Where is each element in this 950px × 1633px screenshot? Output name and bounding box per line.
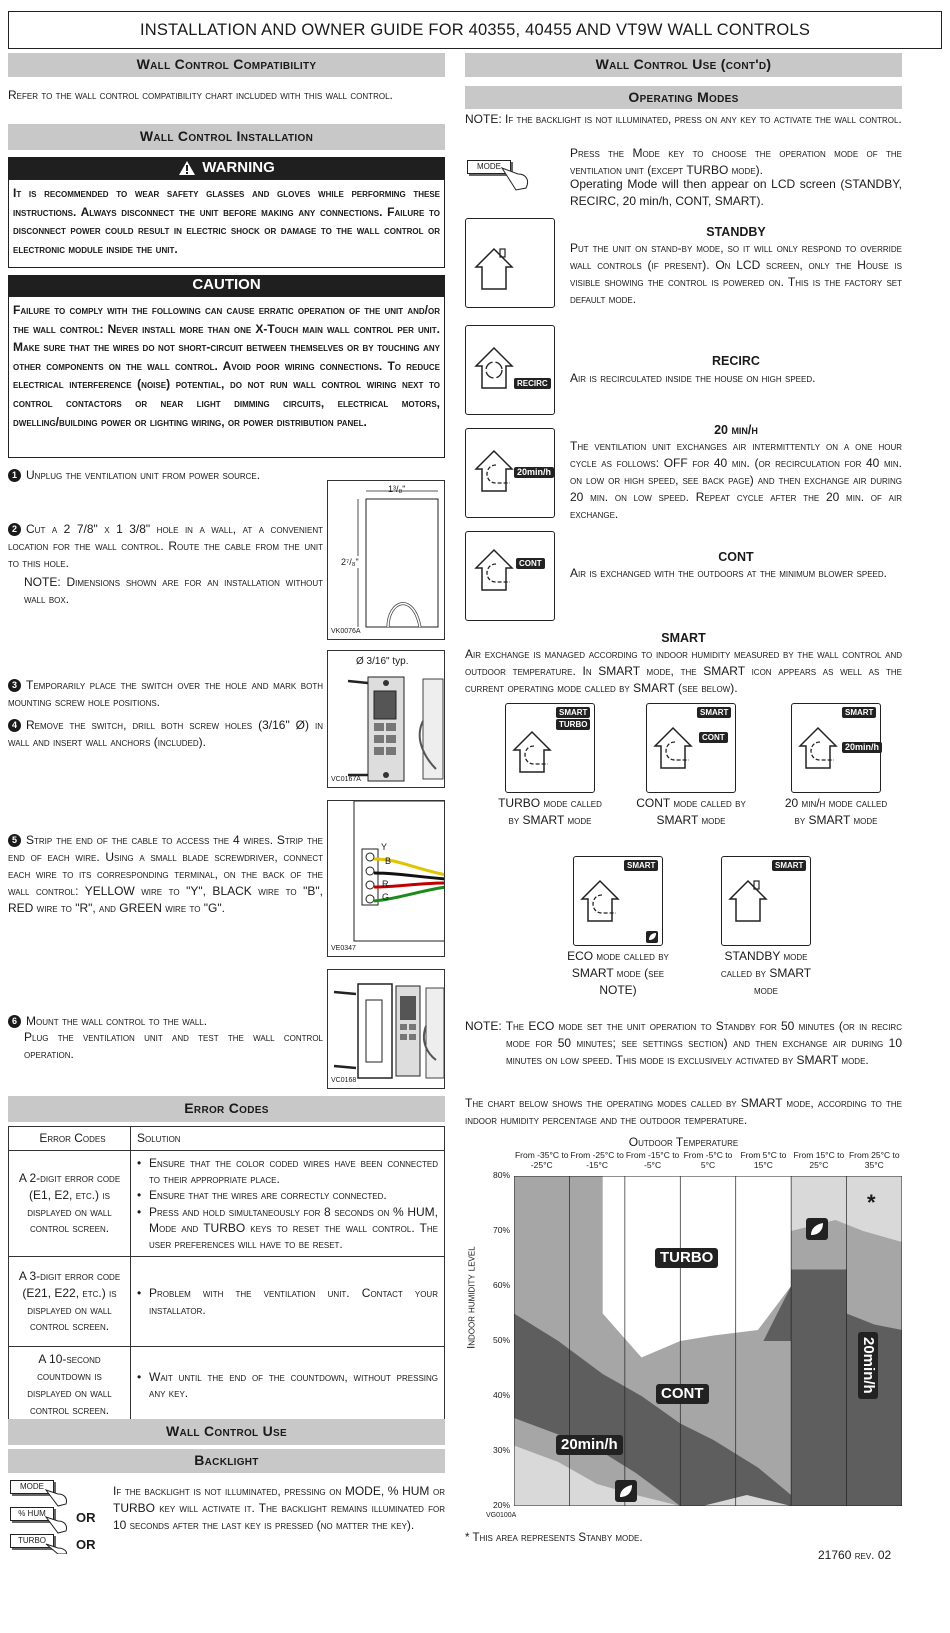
house-recirc-icon bbox=[466, 326, 556, 416]
figure-code: VE0347 bbox=[331, 945, 356, 953]
twenty-min-region-label: 20min/h bbox=[556, 1435, 623, 1455]
pointing-hand-icons bbox=[44, 1484, 74, 1554]
table-row bbox=[9, 1151, 445, 1257]
chart-y-tick-label: 20% bbox=[492, 1500, 510, 1510]
smart-turbo-panel bbox=[505, 703, 595, 793]
house-icon bbox=[466, 219, 556, 309]
smart-title: SMART bbox=[661, 631, 706, 645]
solution-item: • Wait until the end of the countdown, without pressing any key. bbox=[137, 1369, 438, 1401]
smart-badge: SMART bbox=[624, 860, 658, 871]
chart-category-label: From -25°C to -15°C bbox=[570, 1150, 624, 1170]
recirc-badge: RECIRC bbox=[514, 378, 551, 389]
solution-item: • Ensure that the wires are correctly connected. bbox=[137, 1187, 438, 1203]
figure-code: VK0076A bbox=[331, 628, 361, 636]
cutout-dimension-figure bbox=[327, 480, 445, 640]
eco-caption: ECO mode called by SMART mode (see NOTE) bbox=[567, 949, 669, 997]
cont-badge: CONT bbox=[516, 558, 545, 569]
caution-text: Failure to comply with the following can cause erratic operation of the unit and/or the wall control: Never install more than one X-Touch main wall control per unit. Make sure that the wires do not short-circuit between themselves or by touching any other components on the wall control. Avoid poor wiring connections. To reduce electrical interference (noise) potential, do not run wall control wiring next to control contactors or near light dimming circuits, electrical motors, dwelling/building power or lighting wiring, or power distribution panel. bbox=[8, 296, 445, 458]
error-codes-heading: Error Codes bbox=[8, 1096, 445, 1122]
document-title: INSTALLATION AND OWNER GUIDE FOR 40355, 40455 AND VT9W WALL CONTROLS bbox=[8, 11, 942, 49]
backlight-heading: Backlight bbox=[8, 1449, 445, 1473]
step-6: 6 Mount the wall control to the wall. bbox=[8, 1013, 323, 1030]
step-2-note: NOTE: Dimensions shown are for an installation without wall box. bbox=[24, 575, 323, 607]
compatibility-heading: Wall Control Compatibility bbox=[8, 53, 445, 77]
cont-text: Air is exchanged with the outdoors at the minimum blower speed. bbox=[570, 566, 887, 580]
turbo-caption: TURBO mode called by SMART mode bbox=[498, 796, 602, 827]
twenty-min-text: The ventilation unit exchanges air intermittently on a one hour cycle as follows: OFF for 40 min. (or recirculation for 40 min. on low or high speed, see back page) and then exchange air during 20 min. on low speed. Repeat cycle after the 20 min. of air exchange. bbox=[570, 439, 902, 522]
solution-item: • Press and hold simultaneously for 8 seconds on % HUM, Mode and TURBO keys to reset the wall control. The user preferences will have to be reset. bbox=[137, 1204, 438, 1253]
twenty-min-badge: 20min/h bbox=[514, 467, 554, 478]
smart-twenty-min-panel bbox=[791, 703, 881, 793]
mode-display-text: Operating Mode will then appear on LCD screen (STANDBY, RECIRC, 20 min/h, CONT, SMART). bbox=[570, 177, 902, 209]
turbo-badge: TURBO bbox=[556, 719, 590, 730]
warning-triangle-icon bbox=[178, 160, 196, 176]
compatibility-text: Refer to the wall control compatibility chart included with this wall control. bbox=[8, 88, 393, 102]
smart-badge: SMART bbox=[697, 707, 731, 718]
terminal-r-label: R bbox=[382, 879, 389, 889]
pointing-hand-icon bbox=[500, 164, 536, 192]
backlight-text: If the backlight is not illuminated, pressing on MODE, % HUM or TURBO key will activate it. The backlight remains illuminated for 10 seconds after the last key is pressed (no matter the key). bbox=[113, 1484, 445, 1533]
table-header-row bbox=[9, 1127, 445, 1151]
step-4: 4 Remove the switch, drill both screw holes (3/16" Ø) in wall and insert wall anchors (included). bbox=[8, 718, 323, 750]
step-1: 1 Unplug the ventilation unit from power source. bbox=[8, 467, 323, 484]
table-row bbox=[9, 1347, 445, 1423]
cont-region-label: CONT bbox=[656, 1384, 709, 1404]
standby-text: Put the unit on stand-by mode, so it will only respond to override wall controls (if present). On LCD screen, only the House is visible showing the control is powered on. This is the factory set default mode. bbox=[570, 241, 902, 307]
warning-title: WARNING bbox=[202, 158, 275, 176]
chart-y-tick-label: 70% bbox=[492, 1225, 510, 1235]
standby-asterisk: * bbox=[867, 1190, 876, 1215]
smart-text: Air exchange is managed according to indoor humidity measured by the wall control and outdoor temperature. In SMART mode, the SMART icon appears as well as the current operating mode called by SMART (see below). bbox=[465, 647, 902, 696]
backlight-note: NOTE: If the backlight is not illuminated, press on any key to activate the wall control. bbox=[465, 112, 902, 126]
table-row bbox=[9, 1257, 445, 1347]
solution-cell bbox=[131, 1151, 445, 1257]
chart-category-label: From 5°C to 15°C bbox=[740, 1150, 787, 1170]
or-label-2: OR bbox=[76, 1537, 96, 1552]
smart-badge: SMART bbox=[842, 707, 876, 718]
chart-code: VG0100A bbox=[486, 1512, 517, 1519]
recirc-display-panel bbox=[465, 325, 555, 415]
twenty-min-vertical-label: 20min/h bbox=[858, 1332, 878, 1399]
mode-key: MODE bbox=[467, 160, 511, 174]
height-dimension: 2⁷/₈" bbox=[341, 557, 359, 567]
step-2: 2 Cut a 2 7/8" x 1 3/8" hole in a wall, at a convenient location for the wall control. Route the cable from the unit to this hole. bbox=[8, 522, 323, 571]
standby-caption: STANDBY mode called by SMART mode bbox=[720, 949, 812, 997]
smart-badge: SMART bbox=[556, 707, 590, 718]
twenty-min-title: 20 min/h bbox=[714, 423, 758, 437]
step-6-text2: Plug the ventilation unit and test the wall control operation. bbox=[24, 1030, 323, 1062]
standby-display-panel bbox=[465, 218, 555, 308]
chart-y-tick-label: 40% bbox=[492, 1390, 510, 1400]
screw-hole-figure bbox=[327, 650, 445, 788]
screw-hole-dimension: Ø 3/16" typ. bbox=[356, 656, 409, 667]
error-codes-table bbox=[8, 1126, 445, 1423]
twenty-min-badge: 20min/h bbox=[842, 742, 882, 753]
operating-modes-heading: Operating Modes bbox=[465, 86, 902, 109]
mode-key: MODE bbox=[10, 1480, 54, 1494]
wiring-figure bbox=[327, 800, 445, 957]
mode-key-text: Press the Mode key to choose the operation mode of the ventilation unit (except TURBO mode). bbox=[570, 146, 902, 178]
chart-category-label: From 25°C to 35°C bbox=[848, 1150, 900, 1170]
figure-code: VC0167A bbox=[331, 776, 361, 784]
or-label-1: OR bbox=[76, 1510, 96, 1525]
terminal-y-label: Y bbox=[381, 842, 388, 852]
caution-title: CAUTION bbox=[8, 275, 445, 296]
solution-column-header: Solution bbox=[131, 1127, 445, 1151]
chart-category-label: From -15°C to -5°C bbox=[625, 1150, 680, 1170]
chart-y-tick-label: 60% bbox=[492, 1280, 510, 1290]
terminal-g-label: G bbox=[382, 892, 390, 902]
turbo-region-label: TURBO bbox=[655, 1248, 718, 1268]
error-codes-column-header: Error Codes bbox=[9, 1127, 131, 1151]
solution-item: • Problem with the ventilation unit. Contact your installator. bbox=[137, 1285, 438, 1317]
chart-title: Outdoor Temperature bbox=[628, 1135, 739, 1149]
terminal-b-label: B bbox=[385, 856, 392, 866]
error-code-cell: A 2-digit error code (E1, E2, etc.) is displayed on wall control screen. bbox=[9, 1151, 131, 1257]
cont-display-panel bbox=[465, 531, 555, 621]
installation-heading: Wall Control Installation bbox=[8, 124, 445, 150]
warning-text: It is recommended to wear safety glasses and gloves while performing these instructions. Always disconnect the unit before making any connections. Failure to disconnect power could result in electric shock or damage to the wall control or electronic module inside the unit. bbox=[8, 179, 445, 268]
wall-control-use-contd-heading: Wall Control Use (cont'd) bbox=[465, 53, 902, 77]
hum-key: % HUM bbox=[10, 1507, 54, 1521]
chart-category-label: From -5°C to 5°C bbox=[683, 1150, 733, 1170]
chart-intro: The chart below shows the operating modes called by SMART mode, according to the indoor humidity percentage and the outdoor temperature. bbox=[465, 1096, 902, 1128]
smart-badge: SMART bbox=[772, 860, 806, 871]
width-dimension: 1³/₈" bbox=[388, 484, 406, 494]
twenty-min-caption: 20 min/h mode called by SMART mode bbox=[784, 796, 888, 827]
chart-category-label: From 15°C to 25°C bbox=[793, 1150, 845, 1170]
cont-caption: CONT mode called by SMART mode bbox=[636, 796, 746, 827]
warning-title-bar bbox=[8, 157, 445, 179]
cont-badge: CONT bbox=[699, 732, 728, 743]
mounting-figure bbox=[327, 969, 445, 1089]
smart-standby-panel bbox=[721, 856, 811, 946]
chart-y-tick-label: 30% bbox=[492, 1445, 510, 1455]
chart-y-axis-label: Indoor humidity level bbox=[465, 1246, 478, 1349]
document-code: 21760 rev. 02 bbox=[818, 1548, 892, 1562]
turbo-key: TURBO bbox=[10, 1534, 54, 1548]
eco-note: NOTE: The ECO mode set the unit operation to Standby for 50 minutes (or in recirc mode for 50 minutes; see settings section) and then exchange air during 10 minutes on low speed. This mode is exclusively activated by SMART mode. bbox=[465, 1019, 902, 1068]
chart-footnote: * This area represents Stanby mode. bbox=[465, 1532, 643, 1544]
eco-leaf-icon bbox=[806, 1218, 828, 1240]
chart-y-tick-label: 50% bbox=[492, 1335, 510, 1345]
step-5: 5 Strip the end of the cable to access the 4 wires. Strip the end of each wire. Using a small blade screwdriver, connect each wire to its corresponding terminal, on the back of the wall control: YELLOW wire to "Y", BLACK wire to "B", RED wire to "R", and GREEN wire to "G". bbox=[8, 833, 323, 916]
smart-cont-panel bbox=[646, 703, 736, 793]
figure-code: VC0168 bbox=[331, 1077, 357, 1085]
error-code-cell: A 3-digit error code (E21, E22, etc.) is displayed on wall control screen. bbox=[9, 1257, 131, 1347]
eco-leaf-icon bbox=[615, 1480, 637, 1502]
cont-title: CONT bbox=[718, 550, 754, 564]
humidity-temperature-chart bbox=[514, 1176, 902, 1506]
house-cont-icon bbox=[466, 532, 556, 622]
recirc-text: Air is recirculated inside the house on high speed. bbox=[570, 371, 816, 385]
standby-title: STANDBY bbox=[706, 225, 766, 239]
error-code-cell: A 10-second countdown is displayed on wall control screen. bbox=[9, 1347, 131, 1423]
chart-y-tick-label: 80% bbox=[492, 1170, 510, 1180]
solution-cell bbox=[131, 1347, 445, 1423]
wall-control-use-heading: Wall Control Use bbox=[8, 1419, 445, 1445]
switch-placement-drawing bbox=[328, 651, 445, 788]
step-3: 3 Temporarily place the switch over the hole and mark both mounting screw hole positions. bbox=[8, 678, 323, 710]
mounting-drawing bbox=[328, 970, 445, 1089]
chart-category-label: From -35°C to -25°C bbox=[514, 1150, 569, 1170]
solution-item: • Ensure that the color coded wires have been connected to their appropriate place. bbox=[137, 1155, 438, 1187]
smart-eco-panel bbox=[573, 856, 663, 946]
solution-cell bbox=[131, 1257, 445, 1347]
twenty-min-display-panel bbox=[465, 428, 555, 518]
recirc-title: RECIRC bbox=[712, 354, 760, 368]
